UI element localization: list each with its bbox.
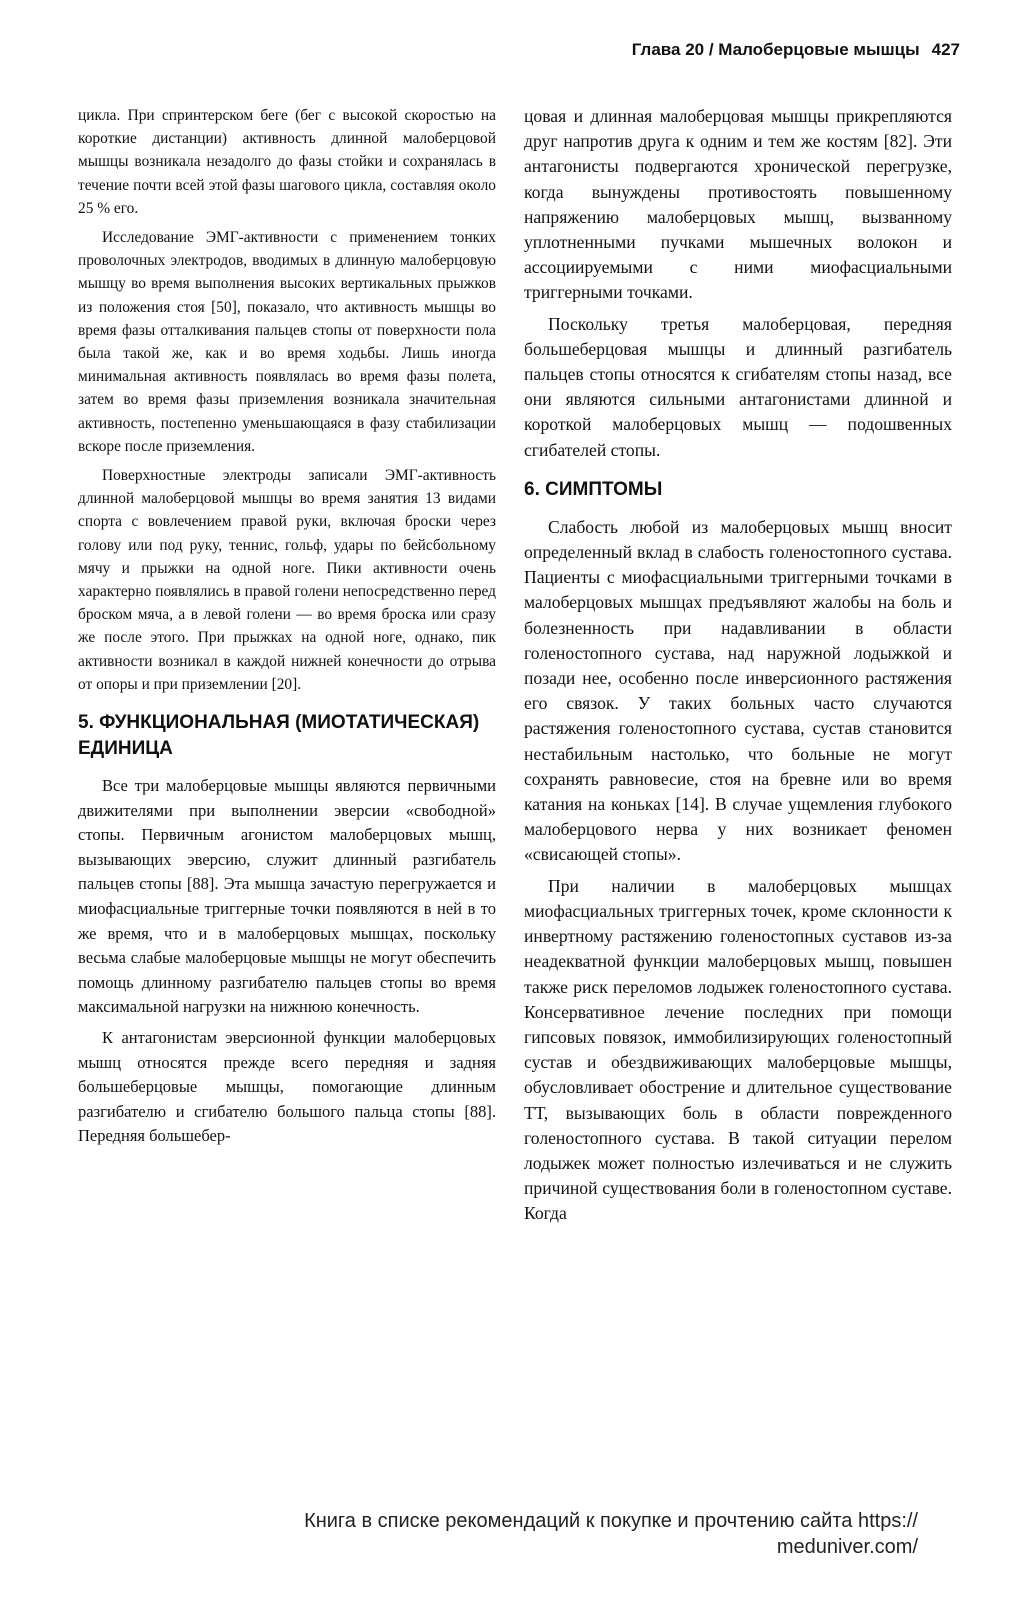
paragraph: К антагонистам эверсионной функции малоберцовых мышц относятся прежде всего передняя и задняя большеберцовые мышцы, помогающие длинным разгибателю и сгибателю большого пальца стопы [88]. Передняя большебер- <box>78 1028 496 1146</box>
right-column <box>524 104 952 1233</box>
chapter-title: Глава 20 / Малоберцовые мышцы <box>631 40 920 59</box>
paragraph: При наличии в малоберцовых мышцах миофасциальных триггерных точек, кроме склонности к инвертному растяжению голеностопных суставов из-за неадекватной функции малоберцовых мышц, повышен также риск переломов лодыжек голеностопного сустава. Консервативное лечение последних при помощи гипсовых повязок, иммобилизирующих голеностопный сустав и обездвиживающих малоберцовые мышцы, обусловливает обострение и длительное существование ТТ, вызывающих боль в области поврежденного голеностопного сустава. В такой ситуации перелом лодыжек может полностью излечиваться и не служить причиной существования боли в голеностопном суставе. Когда <box>524 875 952 1224</box>
footer-line: Книга в списке рекомендаций к покупке и прочтению сайта https:// <box>304 1510 918 1532</box>
footer-note <box>0 1508 918 1560</box>
running-header <box>560 40 960 60</box>
left-column <box>78 104 496 1155</box>
paragraph: цовая и длинная малоберцовая мышцы прикрепляются друг напротив друга к одним и тем же костям [82]. Эти антагонисты подвергаются хронической перегрузке, когда вынуждены противостоять повышенному напряжению малоберцовых мышц, вызванному уплотненными пучками мышечных волокон и ассоциируемыми с ними миофасциальными триггерными точками. <box>524 106 952 303</box>
footer-url: meduniver.com/ <box>776 1536 918 1558</box>
paragraph: Поверхностные электроды записали ЭМГ-активность длинной малоберцовой мышцы во время занятия 13 видами спорта с вовлечением правой руки, включая броски через голову или под руку, теннис, гольф, удары по бейсбольному мячу и прыжки на одной ноге. Пики активности очень характерно появлялись в правой голени непосредственно перед броском мяча, а в левой голени — во время броска или сразу же после этого. При прыжках на одной ноге, однако, пик активности возникал в каждой нижней конечности до отрыва от опоры и при приземлении [20]. <box>78 467 496 693</box>
section-heading: 5. ФУНКЦИОНАЛЬНАЯ (МИОТАТИЧЕСКАЯ) ЕДИНИЦА <box>78 712 480 760</box>
paragraph: Поскольку третья малоберцовая, передняя большеберцовая мышцы и длинный разгибатель пальцев стопы относятся к сгибателям стопы назад, все они являются сильными антагонистами длинной и короткой малоберцовых мышц — подошвенных сгибателей стопы. <box>524 313 952 460</box>
paragraph: Исследование ЭМГ-активности с применением тонких проволочных электродов, вводимых в длинную малоберцовую мышцу во время выполнения высоких вертикальных прыжков из положения стоя [50], показало, что активность мышцы во время фазы отталкивания пальцев стопы от поверхности пола была такой же, как и во время ходьбы. Лишь иногда минимальная активность появлялась во время фазы полета, затем во время фазы приземления возникала значительная активность, постепенно уменьшающаяся в фазу стабилизации вскоре после приземления. <box>78 229 496 455</box>
section-heading: 6. СИМПТОМЫ <box>524 478 663 500</box>
paragraph: Слабость любой из малоберцовых мышц вносит определенный вклад в слабость голеностопного сустава. Пациенты с миофасциальными триггерными точками в малоберцовых мышцах предъявляют жалобы на боль и болезненность при надавливании в области голеностопного сустава, над наружной лодыжкой и позади нее, особенно после инверсионного растяжения его связок. У таких больных часто случаются растяжения голеностопного сустава, сустав становится нестабильным настолько, что больные не могут сохранять равновесие, стоя на бревне или во время катания на коньках [14]. В случае ущемления глубокого малоберцового нерва у них возникает феномен «свисающей стопы». <box>524 516 952 865</box>
paragraph: Все три малоберцовые мышцы являются первичными движителями при выполнении эверсии «свободной» стопы. Первичным агонистом малоберцовых мышц, вызывающих эверсию, служит длинный разгибатель пальцев стопы [88]. Эта мышца зачастую перегружается и миофасциальные триггерные точки появляются в ней в то же время, что и в малоберцовых мышцах, поскольку весьма слабые малоберцовые мышцы не могут обеспечить помощь длинному разгибателю пальцев стопы во время максимальной нагрузки на нижнюю конечность. <box>78 776 496 1017</box>
paragraph: цикла. При спринтерском беге (бег с высокой скоростью на короткие дистанции) активность длинной малоберцовой мышцы возникала незадолго до фазы стойки и сохранялась в течение почти всей этой фазы шагового цикла, составляя около 25 % его. <box>78 107 496 217</box>
page-number: 427 <box>931 40 960 59</box>
